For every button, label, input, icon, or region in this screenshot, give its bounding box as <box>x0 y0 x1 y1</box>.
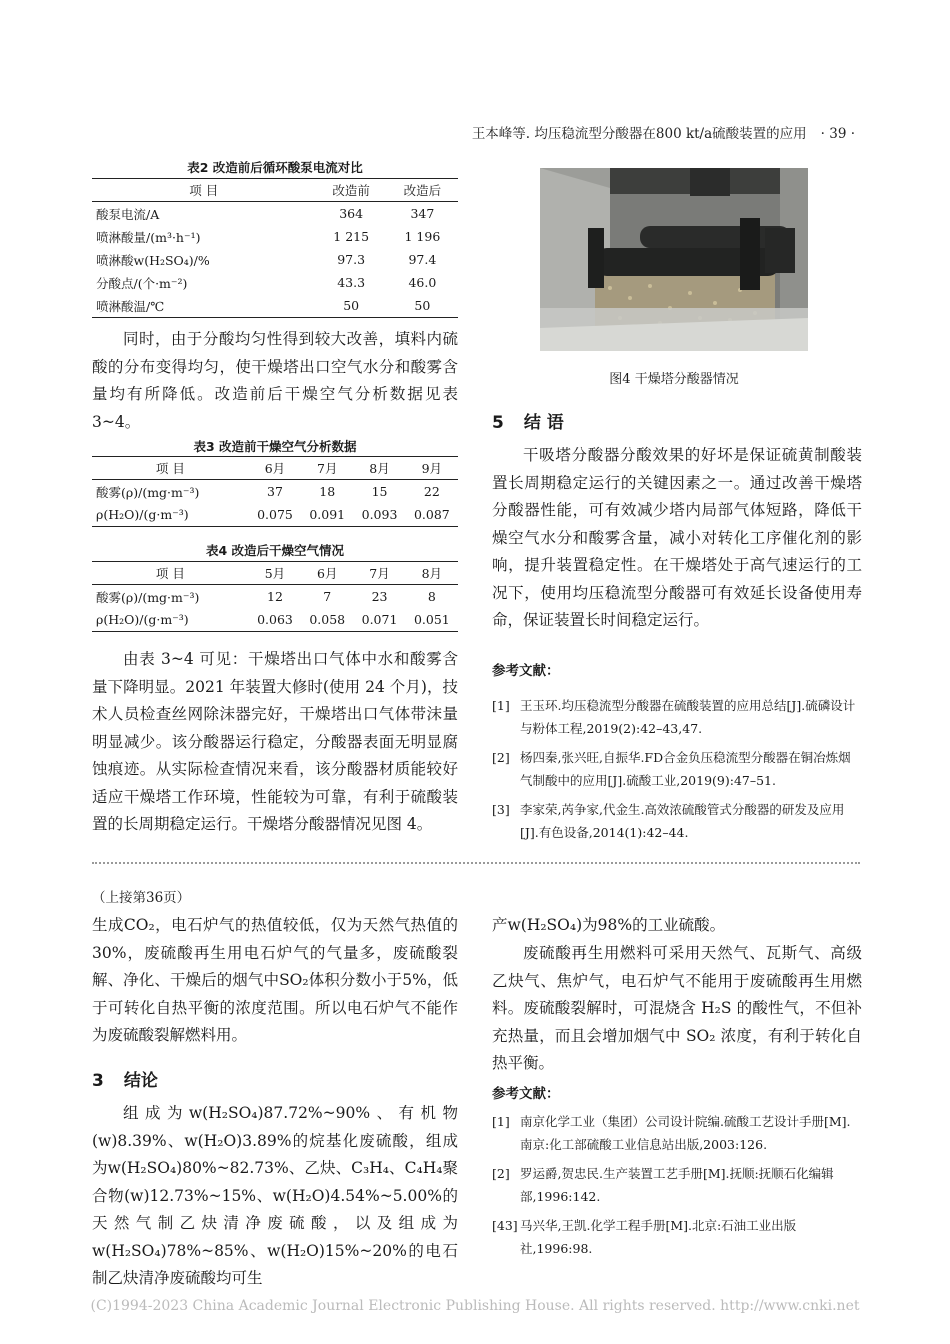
row-label: ρ(H₂O)/(g·m⁻³) <box>92 503 249 527</box>
table-cell: 12 <box>267 589 283 604</box>
reference-text: 杨四秦,张兴旺,自振华.FD合金负压稳流型分酸器在铜冶炼烟气制酸中的应用[J].硫酸工业,2019(9):47–51. <box>520 750 851 788</box>
reference-number: [2] <box>492 750 510 765</box>
lower-left-paragraph-2 <box>92 1100 458 1293</box>
figure4-caption: 图4 干燥塔分酸器情况 <box>609 372 739 387</box>
table3-caption: 表3 改造前干燥空气分析数据 <box>193 439 357 454</box>
table-cell: 50 <box>316 294 387 318</box>
table-cell: 97.3 <box>337 252 366 267</box>
reference-number: [2] <box>492 1166 510 1181</box>
reference-text: 南京化学工业（集团）公司设计院编.硫酸工艺设计手册[M].南京:化工部硫酸工业信息站出版,2003:126. <box>520 1114 851 1152</box>
left-paragraph-2 <box>92 646 458 839</box>
table4-caption: 表4 改造后干燥空气情况 <box>205 543 345 558</box>
column-header: 6月 <box>249 457 301 480</box>
row-label: 喷淋酸w(H₂SO₄)/% <box>96 252 210 268</box>
table-cell: 1 196 <box>404 229 441 244</box>
table-row <box>92 225 458 248</box>
row-label: 酸雾(ρ)/(mg·m⁻³) <box>96 589 200 605</box>
paragraph-text: 由表 3~4 可见：干燥塔出口气体中水和酸雾含量下降明显。2021 年装置大修时(使用 24 个月)，技术人员检查丝网除沫器完好，干燥塔出口气体带沫量明显减少。该分酸器运行稳定，分酸器表面无明显腐蚀痕迹。从实际检查情况来看，该分酸器材质能较好适应干燥塔工作环境，性能较为可靠，有利于硫酸装置的长周期稳定运行。干燥塔分酸器情况见图 4。 <box>92 650 458 833</box>
table-cell: 37 <box>267 484 283 499</box>
table-cell: 50 <box>387 294 458 318</box>
table-row <box>92 480 458 504</box>
reference-number: [1] <box>492 1114 510 1129</box>
paragraph-text: 同时，由于分酸均匀性得到较大改善，填料内硫酸的分布变得均匀，使干燥塔出口空气水分和酸雾含量均有所降低。改造前后干燥空气分析数据见表 3~4。 <box>92 330 458 431</box>
column-header: 9月 <box>406 457 458 480</box>
table-cell: 22 <box>423 484 440 499</box>
section-number: 3 <box>92 1071 104 1091</box>
table-cell: 0.071 <box>353 608 405 632</box>
copyright-footer: (C)1994-2023 China Academic Journal Electronic Publishing House. All rights reserved. http://www.cnki.net <box>90 1298 860 1314</box>
table-cell: 364 <box>339 206 364 221</box>
table-cell: 0.058 <box>301 608 353 632</box>
table-row <box>92 202 458 226</box>
table-cell: 0.051 <box>406 608 458 632</box>
section-number: 5 <box>492 413 504 433</box>
continued-note: （上接第36页） <box>92 890 191 906</box>
table2-caption: 表2 改造前后循环酸泵电流对比 <box>187 160 363 175</box>
reference-item <box>492 1214 862 1260</box>
reference-item <box>492 1110 862 1156</box>
table-cell: 8 <box>427 589 436 604</box>
table-row <box>92 271 458 294</box>
table-row <box>92 294 458 318</box>
column-header: 7月 <box>301 457 353 480</box>
paragraph-text: 生成CO₂，电石炉气的热值较低，仅为天然气热值的30%，废硫酸再生用电石炉气的气量多，废硫酸裂解、净化、干燥后的烟气中SO₂体积分数小于5%，低于可转化自热平衡的浓度范围。所以电石炉气不能作为废硫酸裂解燃料用。 <box>92 916 458 1044</box>
table-cell: 15 <box>371 484 388 499</box>
column-header: 7月 <box>353 562 405 585</box>
table-cell: 0.063 <box>249 608 301 632</box>
reference-number: [3] <box>492 802 510 817</box>
table-cell: 0.087 <box>406 503 458 527</box>
table-cell: 23 <box>371 589 388 604</box>
table4 <box>92 561 458 632</box>
table-row <box>92 608 458 632</box>
column-header: 8月 <box>353 457 405 480</box>
paragraph-text: 产w(H₂SO₄)为98%的工业硫酸。 <box>492 916 726 934</box>
row-label: 分酸点/(个·m⁻²) <box>96 275 188 291</box>
table-row <box>92 503 458 527</box>
references-heading: 参考文献： <box>492 663 560 679</box>
paragraph-text: 干吸塔分酸器分酸效果的好坏是保证硫黄制酸装置长周期稳定运行的关键因素之一。通过改善干燥塔分酸器性能，可有效减少塔内局部气体短路，降低干燥空气水分和酸雾含量，减小对转化工序催化剂的影响，提升装置稳定性。在干燥塔处于高气速运行的工况下，使用均压稳流型分酸器可有效延长设备使用寿命，保证装置长时间稳定运行。 <box>492 446 862 629</box>
table-cell: 0.093 <box>353 503 405 527</box>
reference-item <box>492 694 862 740</box>
references-list-1 <box>492 694 862 850</box>
column-header: 项 目 <box>92 179 316 202</box>
lower-left-paragraph-1 <box>92 912 458 1050</box>
column-header: 改造前 <box>316 179 387 202</box>
section5-heading <box>492 408 862 433</box>
column-header: 改造后 <box>387 179 458 202</box>
article-divider <box>92 862 860 864</box>
table-cell: 97.4 <box>408 252 437 267</box>
column-header: 项 目 <box>92 457 249 480</box>
reference-number: [43] <box>492 1218 518 1233</box>
table-cell: 1 215 <box>333 229 370 244</box>
table3 <box>92 456 458 527</box>
left-paragraph-1 <box>92 326 458 436</box>
paragraph-text: 组成为w(H₂SO₄)87.72%~90%、有机物(w)8.39%、w(H₂O)3.89%的烷基化废硫酸，组成为w(H₂SO₄)80%~82.73%、乙炔、C₃H₄、C₄H₄聚合物(w)12.73%~15%、w(H₂O)4.54%~5.00%的天然气制乙炔清净废硫酸，以及组成为w(H₂SO₄)78%~85%、w(H₂O)15%~20%的电石制乙炔清净废硫酸均可生 <box>92 1104 458 1287</box>
reference-item <box>492 1162 862 1208</box>
reference-item <box>492 746 862 792</box>
column-header: 8月 <box>406 562 458 585</box>
reference-text: 罗运爵,贺忠民.生产装置工艺手册[M].抚顺:抚顺石化编辑部,1996:142. <box>520 1166 834 1204</box>
table-cell: 18 <box>319 484 336 499</box>
header-text: 王本峰等. 均压稳流型分酸器在800 kt/a硫酸装置的应用 <box>471 126 807 142</box>
reference-text: 李家荣,芮争家,代金生.高效浓硫酸管式分酸器的研发及应用[J].有色设备,2014(1):42–44. <box>520 802 845 840</box>
table-cell: 0.091 <box>301 503 353 527</box>
reference-item <box>492 798 862 844</box>
table-row <box>92 585 458 609</box>
table-cell: 0.075 <box>249 503 301 527</box>
table-header-row <box>92 562 458 585</box>
lower-right-paragraph-2 <box>492 940 862 1078</box>
references-list-2 <box>492 1110 862 1266</box>
section3-heading <box>92 1066 158 1091</box>
reference-text: 王玉环.均压稳流型分酸器在硫酸装置的应用总结[J].硫磷设计与粉体工程,2019(2):42–43,47. <box>520 698 856 736</box>
table-header-row <box>92 179 458 202</box>
reference-text: 马兴华,王凯.化学工程手册[M].北京:石油工业出版社,1996:98. <box>520 1218 797 1256</box>
table-header-row <box>92 457 458 480</box>
section-title: 结 语 <box>523 413 564 433</box>
page-number: · 39 · <box>820 126 855 142</box>
lower-right-paragraph-1 <box>492 912 862 940</box>
row-label: 酸泵电流/A <box>96 206 160 222</box>
section-title: 结论 <box>123 1071 158 1091</box>
table-cell: 347 <box>410 206 435 221</box>
references-heading: 参考文献： <box>492 1086 560 1102</box>
row-label: 喷淋酸温/℃ <box>92 294 316 318</box>
column-header: 项 目 <box>92 562 249 585</box>
column-header: 6月 <box>301 562 353 585</box>
reference-number: [1] <box>492 698 510 713</box>
table-cell: 43.3 <box>337 275 366 290</box>
table2 <box>92 178 458 318</box>
paragraph-text: 废硫酸再生用燃料可采用天然气、瓦斯气、高级乙炔气、焦炉气，电石炉气不能用于废硫酸再生用燃料。废硫酸裂解时，可混烧含 H₂S 的酸性气，不但补充热量，而且会增加烟气中 SO₂ 浓度，有利于转化自热平衡。 <box>492 944 862 1072</box>
row-label: 酸雾(ρ)/(mg·m⁻³) <box>96 484 200 500</box>
table-cell: 7 <box>323 589 332 604</box>
table-row <box>92 248 458 271</box>
row-label: ρ(H₂O)/(g·m⁻³) <box>92 608 249 632</box>
row-label: 喷淋酸量/(m³·h⁻¹) <box>96 229 201 245</box>
column-header: 5月 <box>249 562 301 585</box>
table-cell: 46.0 <box>408 275 437 290</box>
figure4-photo <box>540 168 808 351</box>
running-header <box>0 122 855 142</box>
right-paragraph <box>492 442 862 635</box>
